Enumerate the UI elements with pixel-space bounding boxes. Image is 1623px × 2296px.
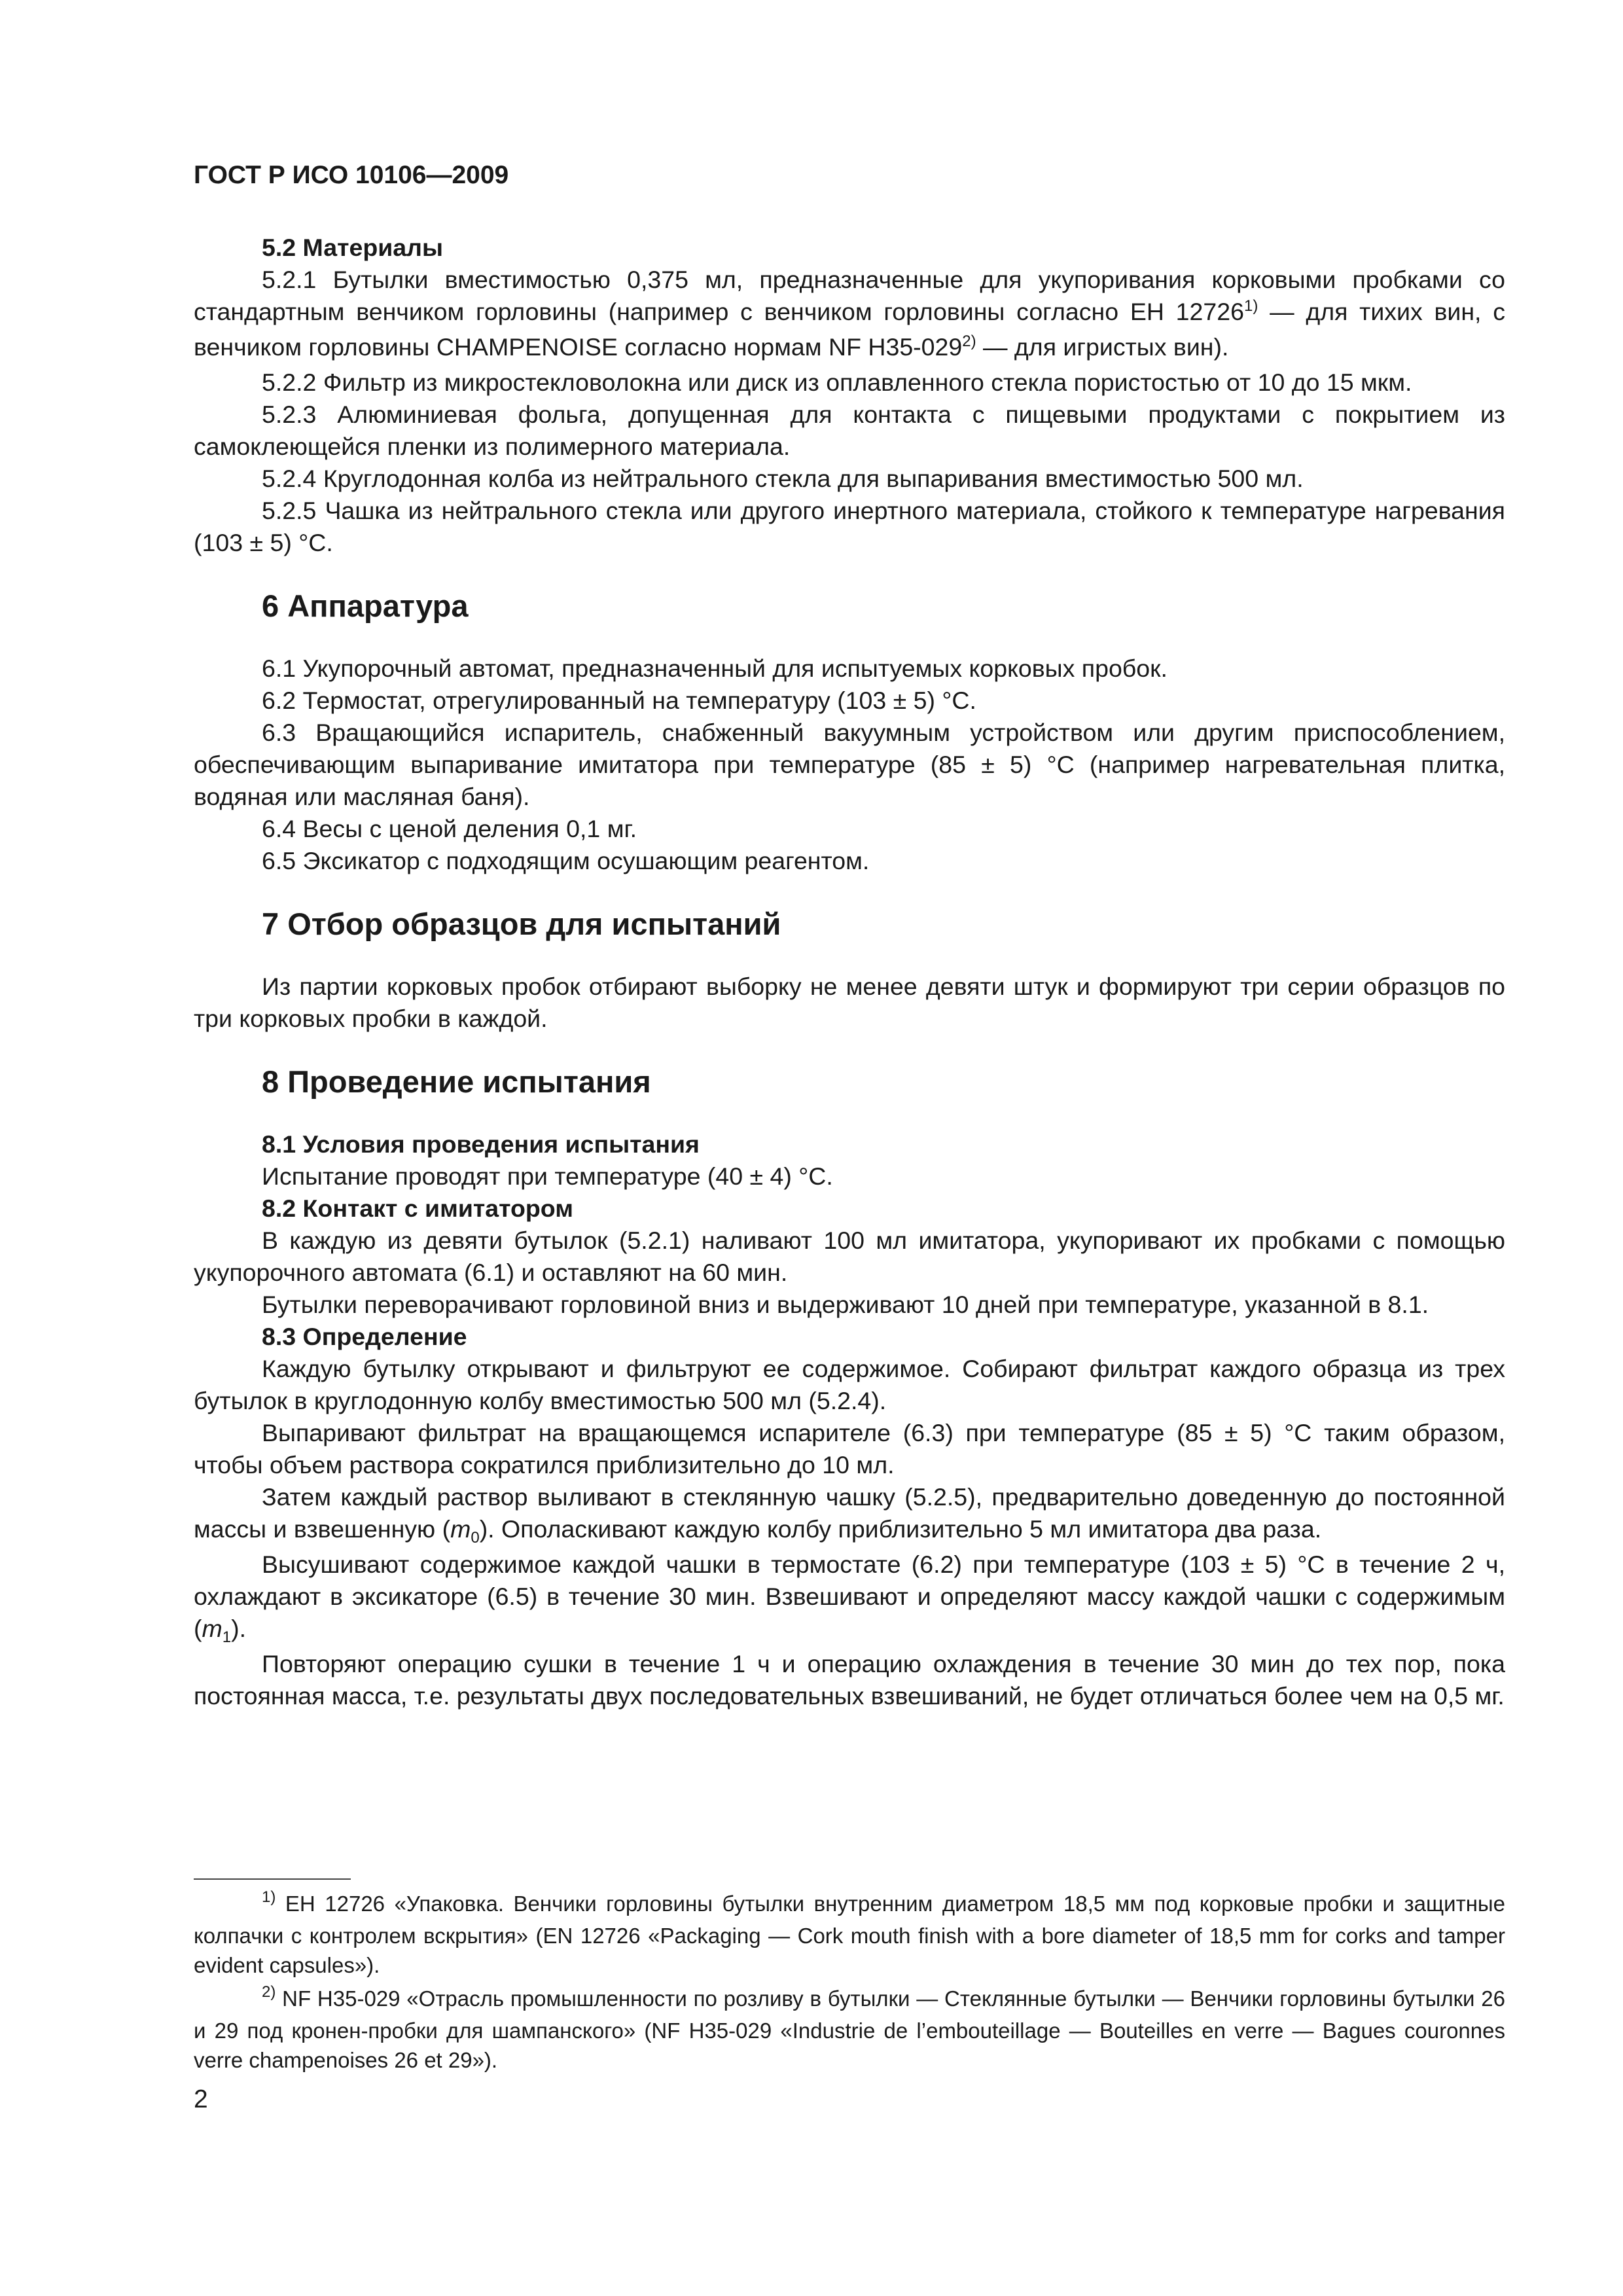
para-8-2-a: В каждую из девяти бутылок (5.2.1) наливают 100 мл имитатора, укупоривают их пробками с помощью укупорочного автомата (6.1) и оставляют на 60 мин.: [194, 1227, 1505, 1286]
section-8-1-heading: 8.1 Условия проведения испытания: [262, 1130, 700, 1158]
para-6-5: 6.5 Эксикатор с подходящим осушающим реагентом.: [262, 847, 870, 874]
mass-m1-symbol: m: [202, 1615, 223, 1642]
footnote-1: $^{1)}$ ЕН 12726 «Упаковка. Венчики горловины бутылки внутренним диаметром 18,5 мм под корковые пробки и защитные колпачки с контролем вскрытия» (EN 12726 «Packaging — Cork mouth finish with a bore diameter of 18,5 mm for corks and tamper evident capsules»).: [194, 1888, 1505, 1977]
para-8-3-e: Повторяют операцию сушки в течение 1 ч и операцию охлаждения в течение 30 мин до тех пор, пока постоянная масса, т.е. результаты двух последовательных взвешиваний, не будет отличаться более чем на 0,5 мг.: [194, 1650, 1505, 1710]
mass-m0-symbol: m: [450, 1515, 471, 1543]
para-8-3-a: Каждую бутылку открывают и фильтруют ее содержимое. Собирают фильтрат каждого образца из трех бутылок в круглодонную колбу вместимостью 500 мл (5.2.4).: [194, 1355, 1505, 1414]
main-text: [194, 232, 1505, 1712]
page-number: 2: [194, 2085, 208, 2113]
para-8-2-b: Бутылки переворачивают горловиной вниз и выдерживают 10 дней при температуре, указанной в 8.1.: [262, 1291, 1429, 1318]
footnote-ref-1: 1): [1243, 297, 1258, 315]
para-6-3: 6.3 Вращающийся испаритель, снабженный вакуумным устройством или другим приспособлением, обеспечивающим выпаривание имитатора при температуре (85 ± 5) °С (например нагревательная плитка, водяная или масляная баня).: [194, 719, 1505, 810]
footnote-divider: [194, 1878, 351, 1880]
para-6-4: 6.4 Весы с ценой деления 0,1 мг.: [262, 815, 637, 842]
para-7: Из партии корковых пробок отбирают выборку не менее девяти штук и формируют три серии образцов по три корковых пробки в каждой.: [194, 973, 1505, 1032]
para-5-2-2: 5.2.2 Фильтр из микростекловолокна или диск из оплавленного стекла пористостью от 10 до 15 мкм.: [262, 368, 1412, 396]
section-5-2-heading: 5.2 Материалы: [262, 234, 443, 261]
section-8-3-heading: 8.3 Определение: [262, 1323, 467, 1350]
para-8-1: Испытание проводят при температуре (40 ± 4) °С.: [262, 1162, 833, 1190]
standard-header: ГОСТ Р ИСО 10106—2009: [194, 161, 509, 189]
section-7-heading: 7 Отбор образцов для испытаний: [262, 906, 781, 941]
footnote-2: $^{2)}$ NF H35-029 «Отрасль промышленности по розливу в бутылки — Стеклянные бутылки — Венчики горловины бутылки 26 и 29 под кронен-пробки для шампанского» (NF H35-029 «Industrie de l’embouteillage — Bouteilles en verre — Bagues couronnes verre champenoises 26 et 29»).: [194, 1983, 1505, 2072]
para-6-1: 6.1 Укупорочный автомат, предназначенный для испытуемых корковых пробок.: [262, 655, 1168, 682]
para-5-2-3: 5.2.3 Алюминиевая фольга, допущенная для контакта с пищевыми продуктами с покрытием из самоклеющейся пленки из полимерного материала.: [194, 401, 1505, 460]
para-5-2-5: 5.2.5 Чашка из нейтрального стекла или другого инертного материала, стойкого к температуре нагревания (103 ± 5) °С.: [194, 497, 1505, 556]
footnote-ref-2: 2): [962, 332, 976, 350]
para-8-3-c: Затем каждый раствор выливают в стеклянную чашку (5.2.5), предварительно доведенную до постоянной массы и взвешенную $(m_0)$. Ополаскивают каждую колбу приблизительно 5 мл имитатора два раза.: [194, 1483, 1505, 1547]
para-8-3-d: Высушивают содержимое каждой чашки в термостате (6.2) при температуре (103 ± 5) °С в течение 2 ч, охлаждают в эксикаторе (6.5) в течение 30 мин. Взвешивают и определяют массу каждой чашки с содержимым $(m_1)$.: [194, 1551, 1505, 1646]
para-5-2-4: 5.2.4 Круглодонная колба из нейтрального стекла для выпаривания вместимостью 500 мл.: [262, 465, 1304, 492]
section-6-heading: 6 Аппаратура: [262, 588, 469, 623]
section-8-2-heading: 8.2 Контакт с имитатором: [262, 1194, 573, 1222]
section-8-heading: 8 Проведение испытания: [262, 1064, 651, 1099]
para-6-2: 6.2 Термостат, отрегулированный на температуру (103 ± 5) °С.: [262, 687, 976, 714]
para-5-2-1: 5.2.1 Бутылки вместимостью 0,375 мл, предназначенные для укупоривания корковыми пробками со стандартным венчиком горловины (например с венчиком горловины согласно ЕН 12726$^{1)}$ — для тихих вин, с венчиком горловины CHAMPENOISE согласно нормам NF H35-029$^{2)}$ — для игристых вин).: [194, 266, 1505, 361]
para-8-3-b: Выпаривают фильтрат на вращающемся испарителе (6.3) при температуре (85 ± 5) °С таким образом, чтобы объем раствора сократился приблизительно до 10 мл.: [194, 1419, 1505, 1479]
